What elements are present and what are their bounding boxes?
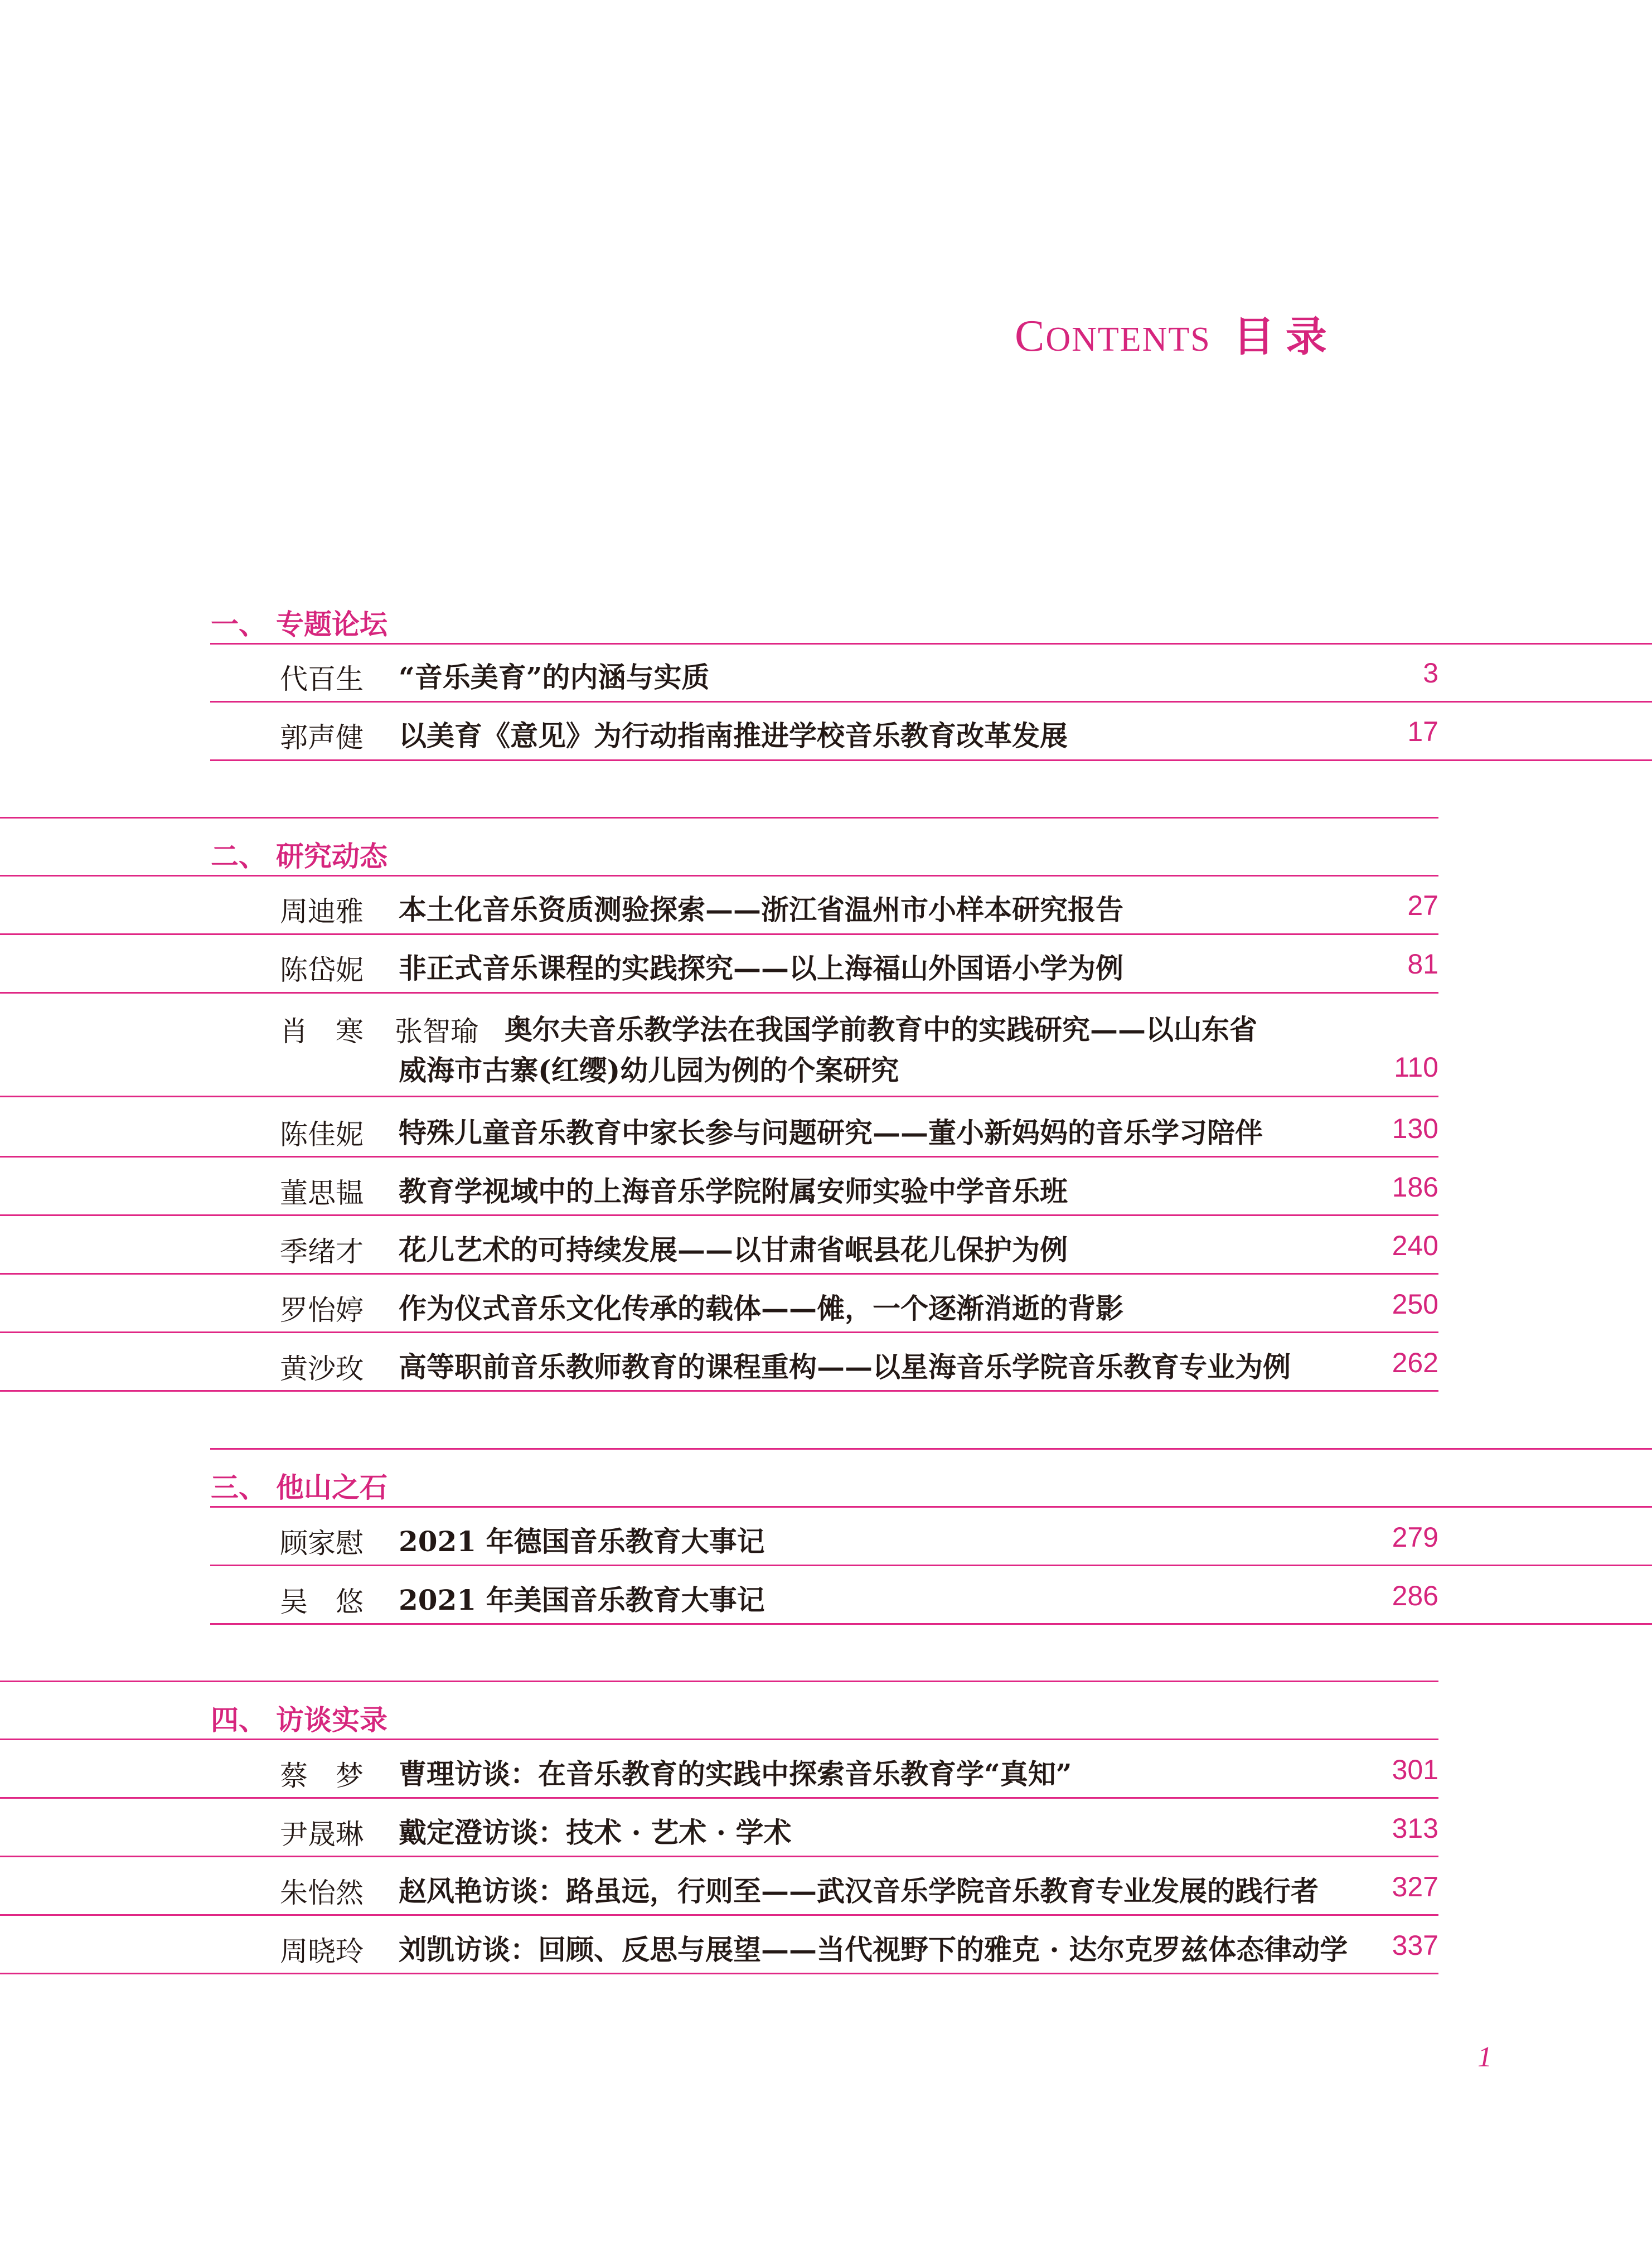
page-number: 1	[1477, 2041, 1492, 2073]
toc-page[interactable]: 279	[1392, 1522, 1438, 1553]
toc-author: 朱怡然	[280, 1877, 364, 1909]
toc-title-line2[interactable]: 威海市古寨(红缨)幼儿园为例的个案研究	[399, 1054, 899, 1087]
row-rule	[0, 1797, 1438, 1799]
section-rule	[0, 875, 1438, 877]
contents-title-en: CONTENTS	[1015, 312, 1211, 361]
toc-title[interactable]: 特殊儿童音乐教育中家长参与问题研究——董小新妈妈的音乐学习陪伴	[399, 1116, 1263, 1149]
section-top-rule	[0, 817, 1438, 819]
row-rule	[0, 992, 1438, 994]
contents-title	[1015, 304, 1338, 363]
row-rule	[0, 1856, 1438, 1857]
toc-page[interactable]: 301	[1392, 1754, 1438, 1785]
toc-author: 吴 悠	[280, 1586, 364, 1618]
toc-page[interactable]: 186	[1392, 1171, 1438, 1203]
toc-author: 董思韫	[280, 1177, 364, 1209]
toc-page[interactable]: 313	[1392, 1813, 1438, 1844]
contents-title-cn: 目录	[1233, 313, 1338, 361]
toc-author: 周晓玲	[280, 1935, 364, 1968]
toc-author: 蔡 梦	[280, 1760, 364, 1792]
section-top-rule	[210, 1448, 1652, 1450]
row-rule	[0, 1390, 1438, 1392]
section-number: 一、	[211, 608, 267, 641]
toc-page[interactable]: 27	[1407, 890, 1438, 921]
toc-author: 郭声健	[280, 721, 364, 754]
toc-author: 季绪才	[280, 1236, 364, 1268]
section-number: 四、	[211, 1704, 267, 1736]
row-rule	[210, 759, 1652, 761]
toc-author: 周迪雅	[280, 895, 364, 928]
toc-author: 陈岱妮	[280, 954, 364, 986]
toc-page[interactable]: 337	[1392, 1930, 1438, 1961]
toc-title[interactable]: 本土化音乐资质测验探索——浙江省温州市小样本研究报告	[399, 893, 1123, 926]
row-rule	[210, 701, 1652, 703]
toc-title[interactable]: 赵风艳访谈：路虽远，行则至——武汉音乐学院音乐教育专业发展的践行者	[399, 1875, 1319, 1907]
row-rule	[0, 1096, 1438, 1097]
toc-page[interactable]: 110	[1394, 1052, 1438, 1083]
section-rule	[210, 643, 1652, 645]
toc-title[interactable]: 刘凯访谈：回顾、反思与展望——当代视野下的雅克 · 达尔克罗兹体态律动学	[399, 1933, 1348, 1966]
section-top-rule	[0, 1681, 1438, 1682]
toc-title[interactable]: 奥尔夫音乐教学法在我国学前教育中的实践研究——以山东省	[505, 1013, 1257, 1046]
section-title: 专题论坛	[276, 608, 387, 641]
row-rule	[0, 933, 1438, 935]
toc-title[interactable]: 教育学视域中的上海音乐学院附属安师实验中学音乐班	[399, 1175, 1068, 1208]
toc-page[interactable]: 327	[1392, 1871, 1438, 1902]
toc-author: 尹晟琳	[280, 1818, 364, 1851]
row-rule	[0, 1156, 1438, 1158]
toc-author: 黄沙玫	[280, 1353, 364, 1385]
toc-title[interactable]: 以美育《意见》为行动指南推进学校音乐教育改革发展	[399, 719, 1068, 752]
section-title: 访谈实录	[276, 1704, 387, 1736]
toc-page[interactable]: 286	[1392, 1580, 1438, 1611]
toc-page[interactable]: 130	[1392, 1113, 1438, 1144]
toc-page[interactable]: 250	[1392, 1289, 1438, 1320]
section-title: 他山之石	[276, 1471, 387, 1504]
toc-title[interactable]: 花儿艺术的可持续发展——以甘肃省岷县花儿保护为例	[399, 1233, 1068, 1266]
section-rule	[0, 1739, 1438, 1740]
row-rule	[0, 1914, 1438, 1916]
toc-author: 顾家慰	[280, 1527, 364, 1560]
section-rule	[210, 1506, 1652, 1508]
toc-title[interactable]: 2021 年德国音乐教育大事记	[399, 1525, 765, 1558]
toc-author: 肖 寒	[280, 1015, 364, 1048]
toc-author: 陈佳妮	[280, 1118, 364, 1151]
toc-title[interactable]: “音乐美育”的内涵与实质	[399, 661, 710, 694]
row-rule	[0, 1331, 1438, 1333]
toc-title[interactable]: 曹理访谈：在音乐教育的实践中探索音乐教育学“真知”	[399, 1757, 1072, 1790]
toc-author: 罗怡婷	[280, 1294, 364, 1326]
toc-page[interactable]: 81	[1407, 948, 1438, 980]
toc-coauthor: 张智瑜	[395, 1015, 478, 1048]
row-rule	[0, 1973, 1438, 1974]
toc-title[interactable]: 高等职前音乐教师教育的课程重构——以星海音乐学院音乐教育专业为例	[399, 1350, 1291, 1383]
toc-author: 代百生	[280, 663, 364, 695]
toc-title[interactable]: 作为仪式音乐文化传承的载体——傩，一个逐渐消逝的背影	[399, 1292, 1123, 1325]
section-title: 研究动态	[276, 840, 387, 873]
row-rule	[0, 1214, 1438, 1216]
toc-page[interactable]: 240	[1392, 1230, 1438, 1261]
section-number: 三、	[211, 1471, 267, 1504]
toc-page[interactable]: 17	[1407, 716, 1438, 747]
toc-title[interactable]: 2021 年美国音乐教育大事记	[399, 1584, 765, 1616]
toc-title[interactable]: 戴定澄访谈：技术 · 艺术 · 学术	[399, 1816, 792, 1849]
toc-title[interactable]: 非正式音乐课程的实践探究——以上海福山外国语小学为例	[399, 952, 1123, 985]
row-rule	[210, 1623, 1652, 1625]
row-rule	[210, 1565, 1652, 1566]
row-rule	[0, 1273, 1438, 1275]
toc-page[interactable]: 3	[1423, 657, 1438, 689]
toc-page[interactable]: 262	[1392, 1347, 1438, 1378]
section-number: 二、	[211, 840, 267, 873]
